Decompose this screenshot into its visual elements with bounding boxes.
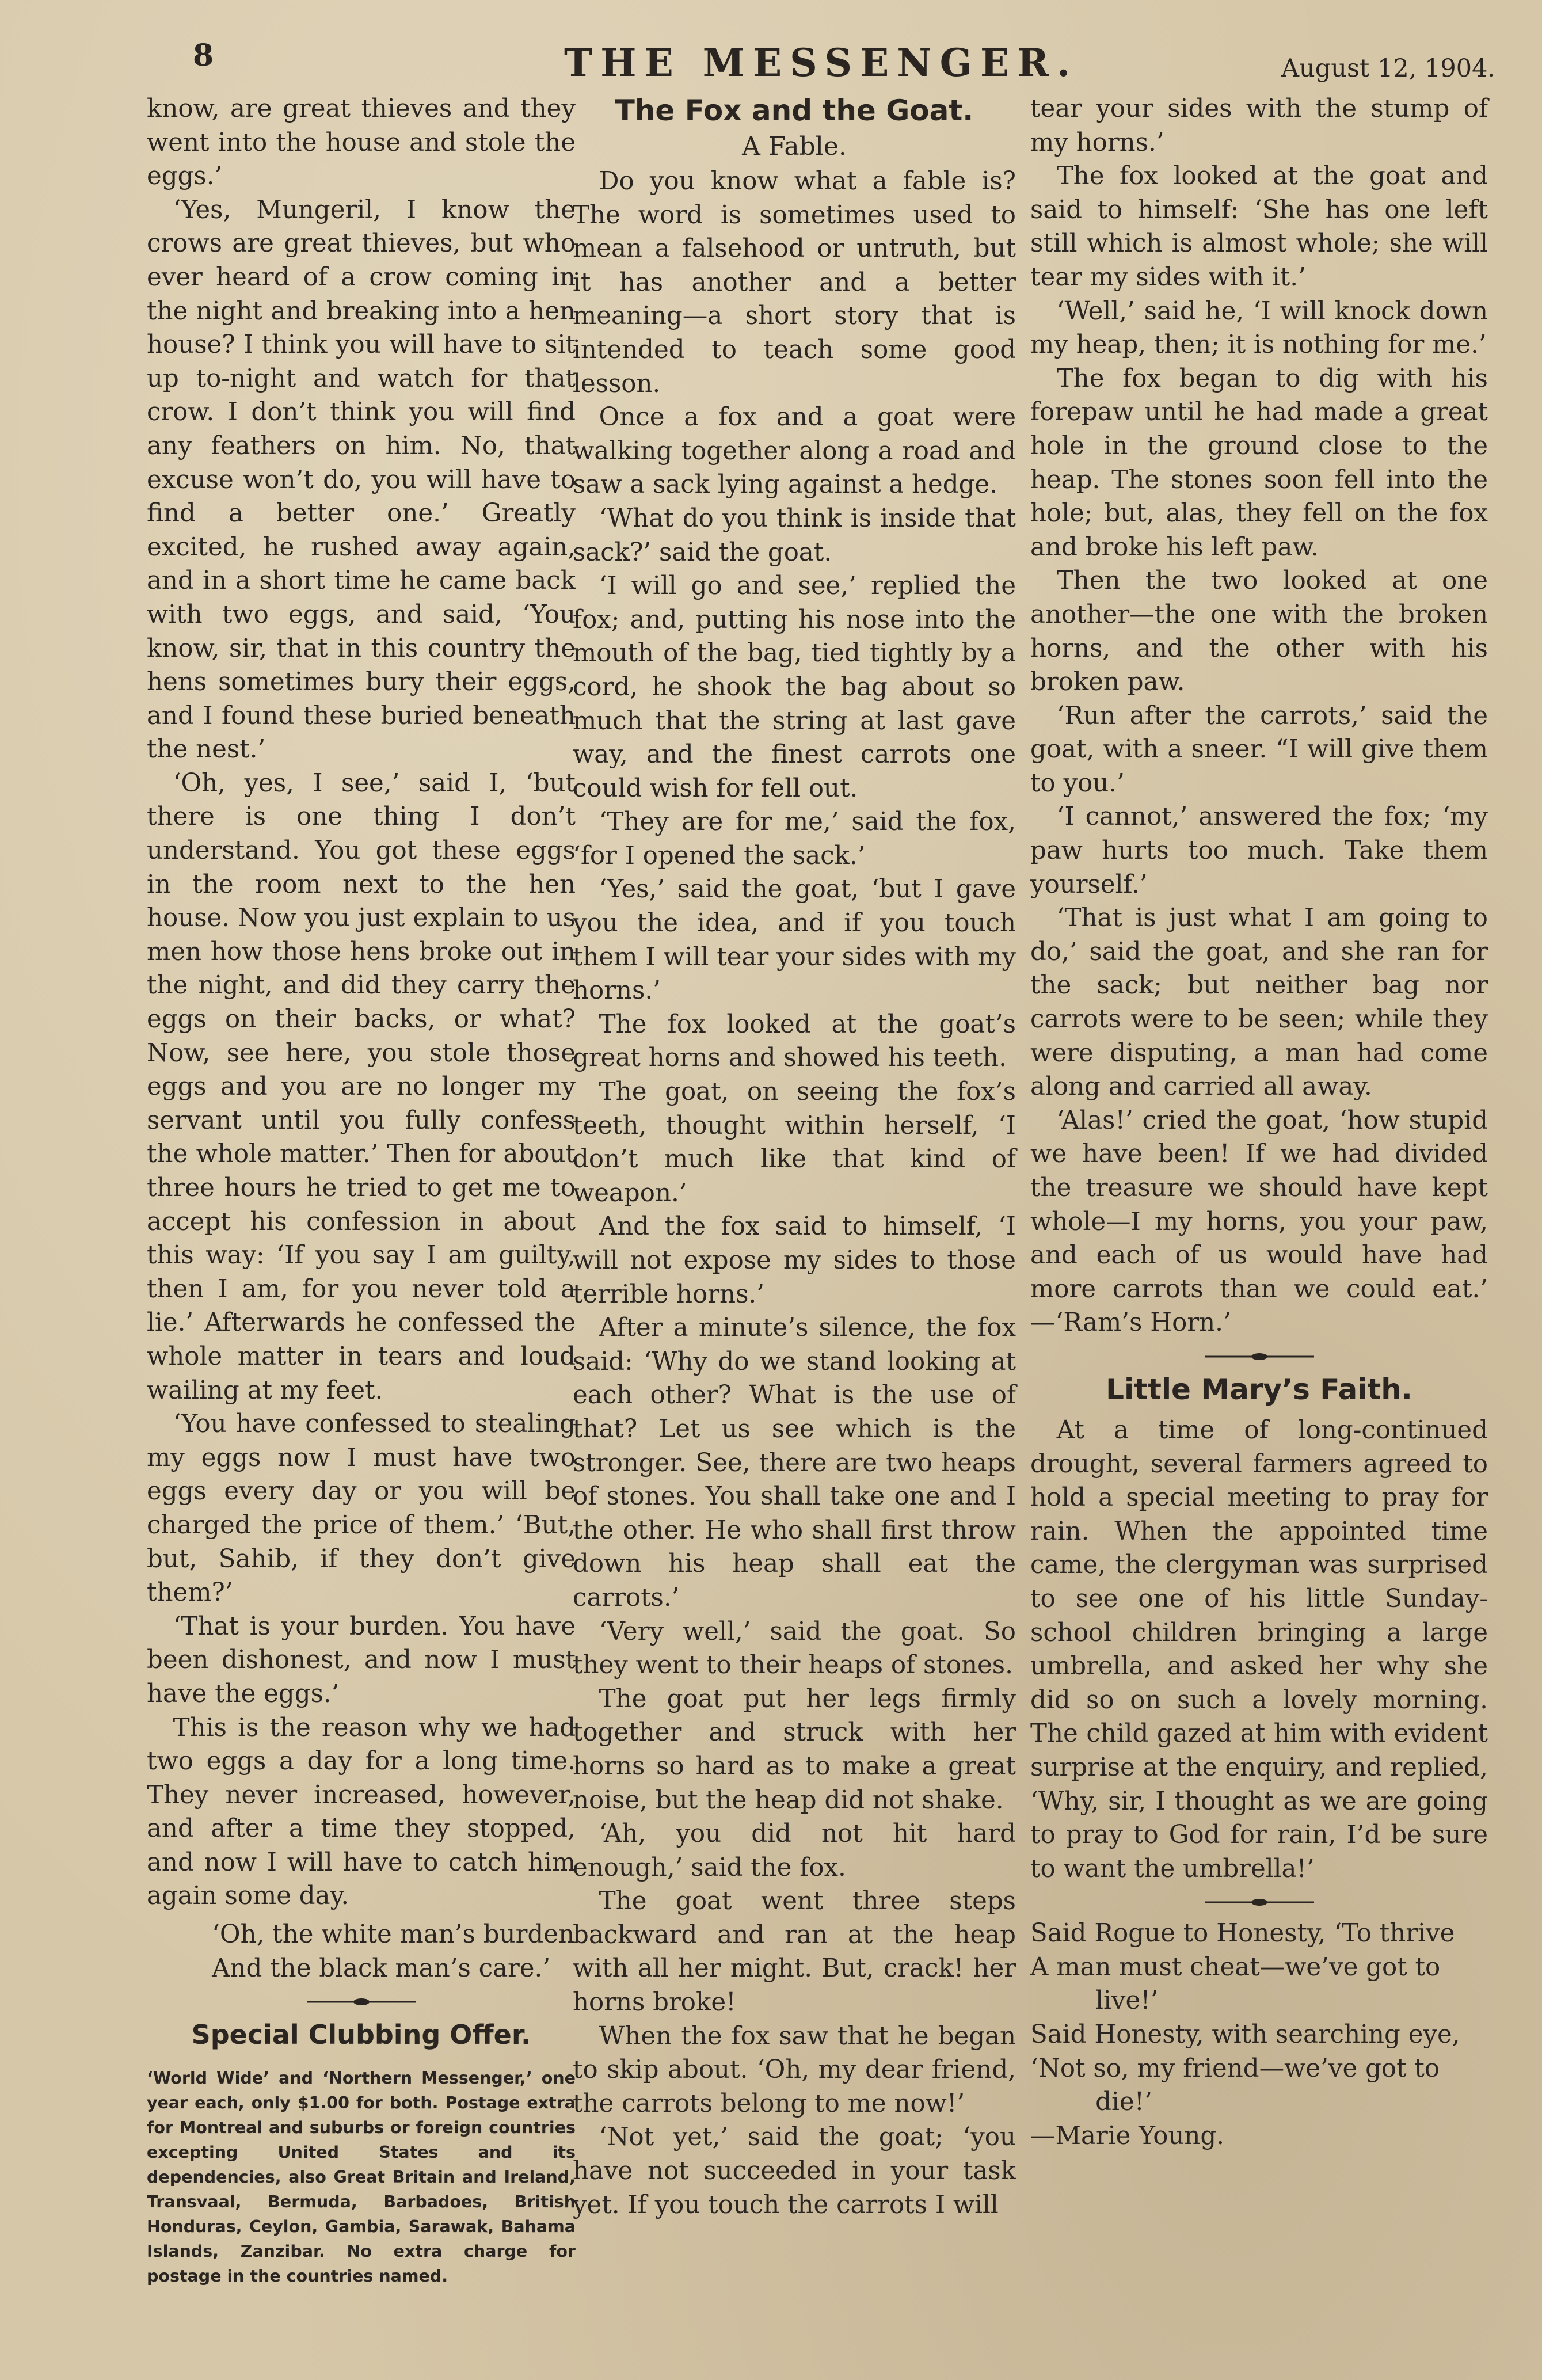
paragraph: ‘What do you think is inside that sack?’ said the goat. — [573, 504, 1016, 567]
poem-line: Said Honesty, with searching eye, — [1030, 2020, 1460, 2050]
paragraph: ‘I cannot,’ answered the fox; ‘my paw hurts too much. Take them yourself.’ — [1030, 802, 1488, 899]
paragraph: ‘Not yet,’ said the goat; ‘you have not succeeded in your task yet. If you touch the carrots I will — [573, 2123, 1016, 2219]
section-divider — [307, 1996, 416, 2008]
paragraph: ‘That is your burden. You have been dishonest, and now I must have the eggs.’ — [147, 1612, 576, 1708]
paragraph: ‘They are for me,’ said the fox, ‘for I opened the sack.’ — [573, 808, 1016, 870]
verse-line: ‘Oh, the white man’s burden — [212, 1920, 574, 1949]
paragraph: Do you know what a fable is? The word is sometimes used to mean a falsehood or untruth, but it has another and a better meaning—a short story that is intended to teach some good lesson. — [573, 167, 1016, 398]
paragraph: The goat, on seeing the fox’s teeth, thought within herself, ‘I don’t much like that kind of weapon.’ — [573, 1077, 1016, 1208]
paragraph: When the fox saw that he began to skip about. ‘Oh, my dear friend, the carrots belong to me now!’ — [573, 2021, 1016, 2118]
offer-title: Special Clubbing Offer. — [191, 2019, 531, 2051]
paragraph: ‘Yes,’ said the goat, ‘but I gave you the idea, and if you touch them I will tear your sides with my horns.’ — [573, 875, 1016, 1006]
poem-line: die!’ — [1095, 2088, 1152, 2117]
verse-quote — [147, 1918, 576, 1985]
poem-line: A man must cheat—we’ve got to — [1030, 1952, 1441, 1982]
paragraph: The goat put her legs firmly together and struck with her horns so hard as to make a great noise, but the heap did not shake. — [573, 1684, 1016, 1815]
paragraph: ‘Yes, Mungeril, I know the crows are great thieves, but who ever heard of a crow coming in the night and breaking into a hen house? I think you will have to sit up to-night and watch for that crow. I don’t think you will find any feathers on him. No, that excuse won’t do, you will have to find a better one.’ Greatly excited, he rushed away again, and in a short time he came back with two eggs, and said, ‘You know, sir, that in this country the hens sometimes bury their eggs, and I found these buried beneath the nest.’ — [147, 195, 576, 764]
story-title: Little Mary’s Faith. — [1106, 1372, 1412, 1406]
paragraph: ‘Run after the carrots,’ said the goat, with a sneer. “I will give them to you.’ — [1030, 701, 1488, 798]
paragraph: ‘Oh, yes, I see,’ said I, ‘but there is one thing I don’t understand. You got these eggs in the room next to the hen house. Now you just explain to us men how those hens broke out in the night, and did they carry the eggs on their backs, or what? Now, see here, you stole those eggs and you are no longer my servant until you fully confess the whole matter.’ Then for about three hours he tried to get me to accept his confession in about this way: ‘If you say I am guilty, then I am, for you never told a lie.’ Afterwards he confessed the whole matter in tears and loud wailing at my feet. — [147, 768, 576, 1405]
paragraph: Once a fox and a goat were walking together along a road and saw a sack lying against a hedge. — [573, 403, 1016, 500]
section-divider — [1205, 1350, 1314, 1363]
paragraph: ‘I will go and see,’ replied the fox; and, putting his nose into the mouth of the bag, tied tightly by a cord, he shook the bag about so much that the string at last gave way, and the finest carrots one could wish for fell out. — [573, 572, 1016, 803]
paragraph: know, are great thieves and they went into the house and stole the eggs.’ — [147, 94, 576, 191]
paragraph: ‘That is just what I am going to do,’ said the goat, and she ran for the sack; but neither bag nor carrots were to be seen; while they were disputing, a man had come along and carried all away. — [1030, 904, 1488, 1102]
closing-poem — [1030, 1917, 1488, 2153]
column-1 — [147, 92, 576, 2288]
issue-date: August 12, 1904. — [1281, 54, 1496, 83]
paragraph: ‘Alas!’ cried the goat, ‘how stupid we have been! If we had divided the treasure we should have kept whole—I my horns, you your paw, and each of us would have had more carrots than we could eat.’ —‘Ram’s Horn.’ — [1030, 1106, 1488, 1338]
verse-line: And the black man’s care.’ — [212, 1953, 551, 1983]
paragraph: At a time of long-continued drought, several farmers agreed to hold a special meeting to pray for rain. When the appointed time came, the clergyman was surprised to see one of his little Sunday-school children bringing a large umbrella, and asked her why she did so on such a lovely morning. The child gazed at him with evident surprise at the enquiry, and replied, ‘Why, sir, I thought as we are going to pray to God for rain, I’d be sure to want the umbrella!’ — [1030, 1415, 1488, 1883]
page-number: 8 — [193, 38, 214, 73]
poem-line: live!’ — [1095, 1986, 1159, 2016]
masthead-title: THE MESSENGER. — [564, 40, 1079, 85]
column-3 — [1030, 92, 1488, 2153]
paragraph: ‘Very well,’ said the goat. So they went to their heaps of stones. — [573, 1617, 1016, 1680]
paragraph: The fox looked at the goat’s great horns and showed his teeth. — [573, 1010, 1016, 1073]
section-divider — [1205, 1896, 1314, 1909]
poem-line: Said Rogue to Honesty, ‘To thrive — [1030, 1919, 1455, 1948]
paragraph: Then the two looked at one another—the one with the broken horns, and the other with his broken paw. — [1030, 566, 1488, 697]
paragraph: The fox looked at the goat and said to himself: ‘She has one left still which is almost whole; she will tear my sides with it.’ — [1030, 162, 1488, 292]
offer-text: ‘World Wide’ and ‘Northern Messenger,’ one year each, only $1.00 for both. Postage extra for Montreal and suburbs or foreign countries excepting United States and its dependencies, also Great Britain and Ireland, Transvaal, Bermuda, Barbadoes, British Honduras, Ceylon, Gambia, Sarawak, Bahama Islands, Zanzibar. No extra charge for postage in the countries named. — [147, 2069, 576, 2286]
paragraph: After a minute’s silence, the fox said: ‘Why do we stand looking at each other? What is the use of that? Let us see which is the stronger. See, there are two heaps of stones. You shall take one and I the other. He who shall first throw down his heap shall eat the carrots.’ — [573, 1313, 1016, 1612]
paragraph: ‘Well,’ said he, ‘I will knock down my heap, then; it is nothing for me.’ — [1030, 296, 1488, 360]
paragraph: The fox began to dig with his forepaw until he had made a great hole in the ground close to the heap. The stones soon fell into the hole; but, alas, they fell on the fox and broke his left paw. — [1030, 364, 1488, 562]
paragraph: This is the reason why we had two eggs a day for a long time. They never increased, however, and after a time they stopped, and now I will have to catch him again some day. — [147, 1713, 576, 1911]
column-2 — [573, 92, 1016, 2222]
paragraph: The goat went three steps backward and ran at the heap with all her might. But, crack! her horns broke! — [573, 1887, 1016, 2017]
paragraph: tear your sides with the stump of my horns.’ — [1030, 94, 1488, 157]
story-title: The Fox and the Goat. — [615, 94, 974, 127]
story-subtitle: A Fable. — [742, 132, 847, 161]
paragraph: And the fox said to himself, ‘I will not expose my sides to those terrible horns.’ — [573, 1212, 1016, 1309]
poem-author: —Marie Young. — [1030, 2121, 1225, 2150]
paragraph: ‘You have confessed to stealing my eggs now I must have two eggs every day or you will be charged the price of them.’ ‘But, but, Sahib, if they don’t give them?’ — [147, 1410, 576, 1608]
poem-line: ‘Not so, my friend—we’ve got to — [1030, 2054, 1440, 2083]
paragraph: ‘Ah, you did not hit hard enough,’ said the fox. — [573, 1819, 1016, 1882]
